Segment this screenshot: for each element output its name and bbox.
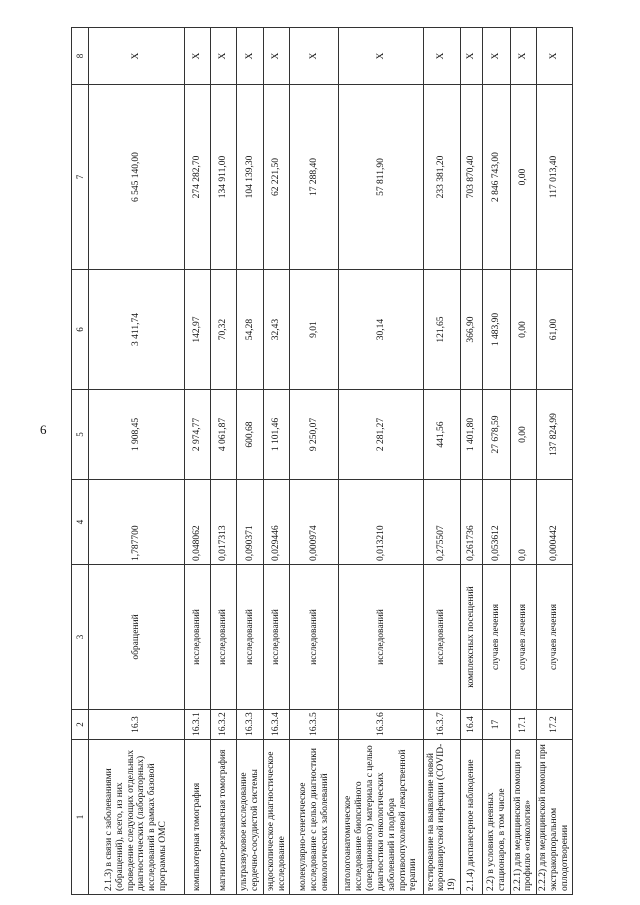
row-cost: 1 908,45 bbox=[89, 390, 184, 480]
row-total: 104 139,30 bbox=[237, 85, 263, 270]
row-total: 134 911,00 bbox=[211, 85, 237, 270]
row-unit: исследований bbox=[184, 565, 210, 710]
row-x: Х bbox=[211, 28, 237, 85]
row-unit: исследований bbox=[290, 565, 339, 710]
row-total: 233 381,20 bbox=[424, 85, 460, 270]
row-code: 16.3.2 bbox=[211, 710, 237, 740]
row-per-capita: 70,32 bbox=[211, 270, 237, 390]
row-cost: 137 824,99 bbox=[536, 390, 572, 480]
row-norm: 0,090371 bbox=[237, 480, 263, 565]
row-per-capita: 54,28 bbox=[237, 270, 263, 390]
row-name: магнитно-резонансная томография bbox=[211, 740, 237, 895]
row-unit: исследований bbox=[211, 565, 237, 710]
row-name: ультразвуковое исследование сердечно-сосудистой системы bbox=[237, 740, 263, 895]
row-code: 16.3.6 bbox=[338, 710, 423, 740]
row-name: 2.2.1) для медицинской помощи по профилю «онкология» bbox=[511, 740, 536, 895]
row-code: 16.3 bbox=[89, 710, 184, 740]
row-per-capita: 142,97 bbox=[184, 270, 210, 390]
row-x: Х bbox=[338, 28, 423, 85]
row-name: 2.2) в условиях дневных стационаров, в том числе bbox=[482, 740, 510, 895]
row-unit: случаев лечения bbox=[482, 565, 510, 710]
row-x: Х bbox=[237, 28, 263, 85]
header-cell: 5 bbox=[72, 390, 89, 480]
table-row bbox=[237, 28, 263, 895]
rotated-table-sheet bbox=[36, 0, 601, 905]
row-norm: 0,261736 bbox=[460, 480, 482, 565]
row-norm: 0,0 bbox=[511, 480, 536, 565]
row-cost: 1 401,80 bbox=[460, 390, 482, 480]
row-total: 0,00 bbox=[511, 85, 536, 270]
row-code: 17.2 bbox=[536, 710, 572, 740]
row-total: 274 282,70 bbox=[184, 85, 210, 270]
row-total: 57 811,90 bbox=[338, 85, 423, 270]
row-unit: исследований bbox=[424, 565, 460, 710]
table-row bbox=[460, 28, 482, 895]
row-x: Х bbox=[184, 28, 210, 85]
row-cost: 441,56 bbox=[424, 390, 460, 480]
header-cell: 4 bbox=[72, 480, 89, 565]
table-row bbox=[290, 28, 339, 895]
table-row bbox=[263, 28, 289, 895]
row-norm: 0,029446 bbox=[263, 480, 289, 565]
row-x: Х bbox=[263, 28, 289, 85]
row-norm: 0,048062 bbox=[184, 480, 210, 565]
row-code: 16.3.5 bbox=[290, 710, 339, 740]
header-cell: 8 bbox=[72, 28, 89, 85]
row-code: 16.3.1 bbox=[184, 710, 210, 740]
row-name: патологоанатомическое исследование биопсийного (операционного) материала с целью диагностики онкологических заболеваний и подбора противоопухолевой лекарственной терапии bbox=[338, 740, 423, 895]
row-code: 17 bbox=[482, 710, 510, 740]
row-unit: обращений bbox=[89, 565, 184, 710]
row-name: 2.2.2) для медицинской помощи при экстракорпоральном оплодотворении bbox=[536, 740, 572, 895]
row-name: тестирование на выявление новой коронавирусной инфекции (COVID-19) bbox=[424, 740, 460, 895]
row-name: 2.1.3) в связи с заболеваниями (обращений), всего, из них проведение следующих отдельных диагностических (лабораторных) исследований в рамках базовой программы ОМС bbox=[89, 740, 184, 895]
row-per-capita: 1 483,90 bbox=[482, 270, 510, 390]
row-norm: 0,000974 bbox=[290, 480, 339, 565]
table-row bbox=[211, 28, 237, 895]
row-x: Х bbox=[89, 28, 184, 85]
row-total: 17 288,40 bbox=[290, 85, 339, 270]
row-total: 2 846 743,00 bbox=[482, 85, 510, 270]
row-norm: 0,017313 bbox=[211, 480, 237, 565]
row-per-capita: 32,43 bbox=[263, 270, 289, 390]
row-x: Х bbox=[424, 28, 460, 85]
row-unit: исследований bbox=[237, 565, 263, 710]
row-cost: 2 974,77 bbox=[184, 390, 210, 480]
table-row bbox=[536, 28, 572, 895]
row-per-capita: 0,00 bbox=[511, 270, 536, 390]
row-total: 117 013,40 bbox=[536, 85, 572, 270]
row-unit: случаев лечения bbox=[536, 565, 572, 710]
row-norm: 0,275507 bbox=[424, 480, 460, 565]
header-cell: 6 bbox=[72, 270, 89, 390]
row-unit: исследований bbox=[263, 565, 289, 710]
row-x: Х bbox=[290, 28, 339, 85]
table-row bbox=[89, 28, 184, 895]
page-number: 6 bbox=[40, 422, 47, 437]
row-cost: 9 250,07 bbox=[290, 390, 339, 480]
row-x: Х bbox=[511, 28, 536, 85]
row-per-capita: 30,14 bbox=[338, 270, 423, 390]
row-cost: 27 678,59 bbox=[482, 390, 510, 480]
row-name: компьютерная томография bbox=[184, 740, 210, 895]
row-code: 17.1 bbox=[511, 710, 536, 740]
row-unit: исследований bbox=[338, 565, 423, 710]
row-per-capita: 3 411,74 bbox=[89, 270, 184, 390]
row-name: 2.1.4) диспансерное наблюдение bbox=[460, 740, 482, 895]
header-cell: 1 bbox=[72, 740, 89, 895]
row-norm: 0,000442 bbox=[536, 480, 572, 565]
row-total: 703 870,40 bbox=[460, 85, 482, 270]
row-x: Х bbox=[536, 28, 572, 85]
row-cost: 1 101,46 bbox=[263, 390, 289, 480]
row-per-capita: 366,90 bbox=[460, 270, 482, 390]
row-cost: 600,68 bbox=[237, 390, 263, 480]
row-cost: 4 061,87 bbox=[211, 390, 237, 480]
row-code: 16.4 bbox=[460, 710, 482, 740]
row-per-capita: 61,00 bbox=[536, 270, 572, 390]
row-norm: 0,053612 bbox=[482, 480, 510, 565]
row-unit: комплексных посещений bbox=[460, 565, 482, 710]
row-per-capita: 9,01 bbox=[290, 270, 339, 390]
table-row bbox=[424, 28, 460, 895]
row-per-capita: 121,65 bbox=[424, 270, 460, 390]
row-total: 6 545 140,00 bbox=[89, 85, 184, 270]
table-row bbox=[338, 28, 423, 895]
row-x: Х bbox=[482, 28, 510, 85]
table-row bbox=[184, 28, 210, 895]
header-cell: 2 bbox=[72, 710, 89, 740]
row-x: Х bbox=[460, 28, 482, 85]
row-code: 16.3.7 bbox=[424, 710, 460, 740]
row-norm: 1,787700 bbox=[89, 480, 184, 565]
header-row bbox=[72, 28, 89, 895]
header-cell: 7 bbox=[72, 85, 89, 270]
header-cell: 3 bbox=[72, 565, 89, 710]
row-norm: 0,013210 bbox=[338, 480, 423, 565]
row-name: молекулярно-генетическое исследование с целью диагностики онкологических заболеваний bbox=[290, 740, 339, 895]
row-total: 62 221,50 bbox=[263, 85, 289, 270]
row-name: эндоскопическое диагностическое исследование bbox=[263, 740, 289, 895]
row-unit: случаев лечения bbox=[511, 565, 536, 710]
row-cost: 2 281,27 bbox=[338, 390, 423, 480]
row-code: 16.3.3 bbox=[237, 710, 263, 740]
table-row bbox=[482, 28, 510, 895]
table-row bbox=[511, 28, 536, 895]
row-cost: 0,00 bbox=[511, 390, 536, 480]
row-code: 16.3.4 bbox=[263, 710, 289, 740]
budget-table bbox=[71, 27, 573, 895]
